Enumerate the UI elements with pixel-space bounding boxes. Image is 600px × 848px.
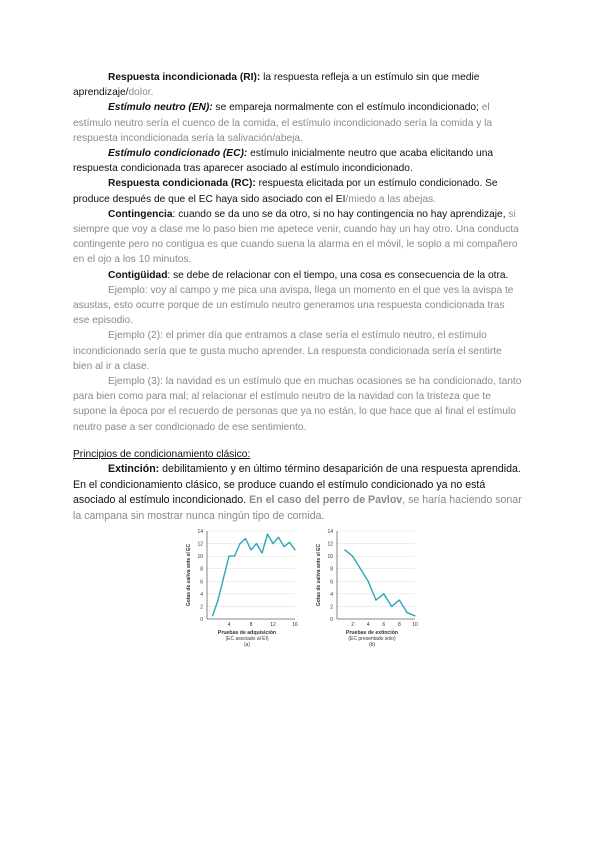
chart-1-data-point: [267, 534, 268, 535]
chart-1-x-tick-label: 12: [270, 622, 276, 628]
chart-2-data-point: [407, 612, 408, 613]
chart-2-series-line: [345, 550, 415, 616]
text-contingencia: : cuando se da uno se da otro, si no hay contingencia no hay aprendizaje,: [172, 208, 506, 220]
chart-1-y-tick-label: 0: [200, 617, 203, 623]
charts-container: [175, 527, 425, 657]
spacer: [73, 435, 523, 447]
chart-1-y-tick-label: 4: [200, 591, 203, 598]
chart-1-y-tick-label: 2: [200, 604, 203, 611]
chart-1-data-point: [223, 578, 224, 579]
paragraph-ec: [73, 146, 523, 176]
chart-2-x-tick-label: 2: [351, 622, 354, 628]
chart-2-data-point: [383, 593, 384, 594]
chart-1-data-point: [256, 543, 257, 544]
chart-2-x-tick-label: 8: [398, 622, 401, 628]
example-extincion: , se haría haciendo sonar la campana sin mostrar nunca ningún tipo de comida.: [73, 494, 522, 522]
chart-2-y-axis-label: Gotas de saliva ante el EC: [316, 543, 322, 607]
chart-2-panel-label: (b): [368, 642, 376, 648]
chart-2-y-tick-label: 2: [330, 604, 333, 611]
chart-1-data-point: [289, 542, 290, 543]
text-ec: estímulo inicialmente neutro que acaba elicitando una respuesta condicionada tras aparecer asociado al estímulo incondicionado.: [73, 148, 494, 175]
chart-1-data-point: [261, 552, 262, 553]
chart-1-y-tick-label: 6: [200, 579, 203, 586]
chart-2-x-tick-label: 6: [382, 622, 386, 628]
chart-1-y-tick-label: 12: [197, 541, 203, 548]
paragraph-contiguidad: [73, 268, 523, 283]
example-rc: /miedo a las abejas.: [345, 193, 437, 205]
chart-1-x-axis-label: Pruebas de adquisición: [217, 630, 277, 636]
chart-1-y-tick-label: 8: [200, 566, 203, 573]
example-en: el estímulo neutro sería el cuenco de la comida, el estímulo incondicionado sería la comida y la respuesta incondicionada sería la salivación/abeja.: [73, 102, 493, 144]
paragraph-rc: [73, 176, 523, 206]
chart-1-data-point: [239, 543, 240, 544]
chart-1-y-tick-label: 14: [197, 529, 203, 535]
paragraph-extincion: [73, 462, 523, 524]
chart-1-x-tick-label: 8: [249, 622, 253, 628]
chart-1-x-tick-label: 16: [292, 622, 298, 628]
chart-2-y-tick-label: 8: [330, 566, 333, 573]
chart-2-data-point: [344, 549, 345, 550]
chart-1-data-point: [272, 543, 273, 544]
chart-1-data-point: [217, 600, 218, 601]
text-extincion: debilitamiento y en último término desaparición de una respuesta aprendida. En el condicionamiento clásico, se produce cuando el estímulo condicionado ya no está asociado al estímulo incondicionado.: [73, 463, 521, 507]
chart-2-y-tick-label: 0: [330, 617, 333, 623]
paragraph-contingencia: [73, 207, 523, 268]
term-extincion: Extinción:: [108, 463, 160, 476]
chart-1-x-tick-label: 4: [227, 622, 231, 628]
text-en: se empareja normalmente con el estímulo incondicionado;: [212, 102, 479, 114]
chart-2-y-tick-label: 4: [330, 591, 333, 598]
text-contiguidad: : se debe de relacionar con el tiempo, una cosa es consecuencia de la otra.: [167, 269, 509, 281]
paragraph-ejemplo-3: Ejemplo (3): la navidad es un estímulo que en muchas ocasiones se ha condicionado, tanto para bien como para mal; al relacionar el estímulo neutro de la navidad con la tristeza que te supone la época por el recuerdo de personas que ya no están, lo que hace que al final el estímulo neutro pase a ser condicionado de ese sentimiento.: [73, 376, 522, 433]
paragraph-en: [73, 100, 523, 146]
chart-1-data-point: [228, 556, 229, 557]
paragraph-ejemplo-1: Ejemplo: voy al campo y me pica una avispa, llega un momento en el que ves la avispa te asustas, esto ocurre porque de un estímulo neutro generamos una respuesta condicionada tras ese episodio.: [73, 284, 514, 327]
chart-2-data-point: [360, 568, 361, 569]
chart-1-data-point: [250, 549, 251, 550]
chart-1-panel-label: (a): [243, 642, 251, 648]
chart-2-y-tick-label: 14: [327, 529, 333, 535]
chart-1-y-tick-label: 10: [197, 554, 203, 561]
term-rc: Respuesta condicionada (RC):: [108, 178, 256, 190]
chart-1-data-point: [278, 537, 279, 538]
text-rc2: Se produce después de que el EC haya sido asociado con el EI: [73, 178, 498, 205]
chart-2-data-point: [391, 606, 392, 607]
term-ec: Estímulo condicionado (EC):: [108, 148, 248, 160]
paragraph-ri: [73, 70, 523, 100]
chart-2-y-tick-label: 10: [327, 554, 333, 561]
extinction-charts: [175, 527, 425, 657]
chart-2-x-axis-sublabel: (EC presentado solo): [348, 636, 396, 642]
section-heading: Principios de condicionamiento clásico:: [73, 448, 251, 460]
example-extincion-bold: En el caso del perro de Pavlov: [246, 494, 403, 507]
chart-2-y-tick-label: 6: [330, 579, 333, 586]
paragraph-ejemplo-2: Ejemplo (2): el primer día que entramos a clase sería el estímulo neutro, el estímulo incondicionado sería que te gusta mucho aprender. La respuesta condicionada sería el sentirte bien al ir a clase.: [73, 330, 502, 372]
chart-2-data-point: [414, 615, 415, 616]
chart-1-y-axis-label: Gotas de saliva ante el EC: [186, 543, 192, 607]
chart-1-data-point: [212, 615, 213, 616]
chart-2-x-tick-label: 4: [366, 622, 370, 628]
chart-1-series-line: [213, 534, 296, 616]
example-contingencia: si siempre que voy a clase me lo paso bien me apetece venir, cuando hay un hay otro. Una conducta contingente pero no contigua es que cuando suena la alarma en el móvil, le soplo a mi compañero en el ojo a los 10 minutos.: [73, 208, 519, 266]
chart-1-data-point: [245, 538, 246, 539]
term-contiguidad: Contigüidad: [108, 269, 168, 281]
chart-2-y-tick-label: 12: [327, 541, 333, 548]
text-rc1: respuesta elicitada por un estímulo condicionado.: [255, 178, 483, 190]
term-contingencia: Contingencia: [108, 208, 173, 220]
text-ri: la respuesta refleja a un estímulo sin que medie aprendizaje/: [73, 72, 480, 99]
term-ri: Respuesta incondicionada (RI):: [108, 72, 261, 83]
chart-2-data-point: [368, 581, 369, 582]
chart-2-data-point: [399, 600, 400, 601]
chart-1-x-axis-sublabel: (EC asociado al EI): [225, 636, 269, 642]
chart-2-x-tick-label: 10: [412, 622, 418, 628]
chart-2-data-point: [352, 556, 353, 557]
document-body: [73, 70, 523, 524]
chart-1-data-point: [283, 546, 284, 547]
chart-1-data-point: [234, 556, 235, 557]
term-en: Estímulo neutro (EN):: [108, 102, 213, 114]
chart-2-x-axis-label: Pruebas de extinción: [345, 630, 399, 636]
chart-2-data-point: [375, 600, 376, 601]
chart-1-data-point: [294, 549, 295, 550]
example-ri: dolor.: [128, 87, 154, 99]
